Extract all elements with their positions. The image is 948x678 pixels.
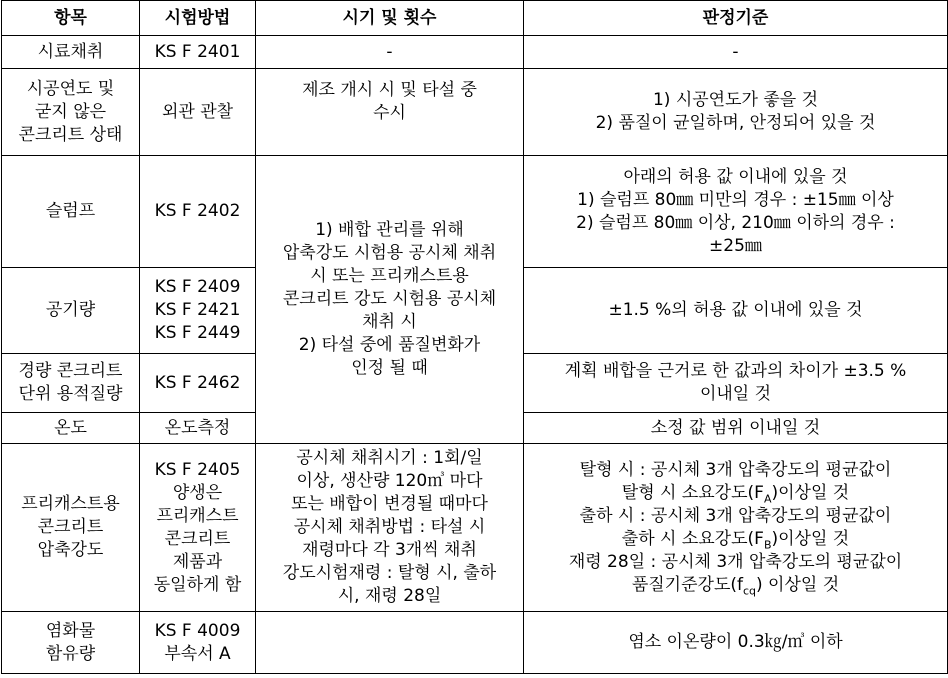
criteria-text: 품질기준강도(f (631, 574, 743, 595)
cell-method: 외관 관찰 (140, 69, 256, 156)
table-row (2, 612, 948, 674)
criteria-line: 탈형 시 : 공시체 3개 압축강도의 평균값이 (579, 459, 892, 480)
cell-criteria (524, 444, 948, 612)
cell-timing: 제조 개시 시 및 타설 중 수시 (256, 69, 524, 156)
cell-item: 염화물 함유량 (2, 612, 140, 674)
cell-item: 경량 콘크리트 단위 용적질량 (2, 354, 140, 413)
table-row (2, 156, 948, 268)
cell-item: 프리캐스트용 콘크리트 압축강도 (2, 444, 140, 612)
header-criteria: 판정기준 (524, 1, 948, 36)
cell-criteria: 1) 시공연도가 좋을 것 2) 품질이 균일하며, 안정되어 있을 것 (524, 69, 948, 156)
header-item: 항목 (2, 1, 140, 36)
cell-item: 공기량 (2, 268, 140, 354)
cell-method: KS F 2402 (140, 156, 256, 268)
cell-timing-shared-continued (256, 612, 524, 674)
table-row (2, 36, 948, 69)
criteria-text: ) 이상일 것 (756, 574, 840, 595)
quality-inspection-table (1, 0, 948, 674)
table-row (2, 69, 948, 156)
header-row (2, 1, 948, 36)
criteria-subscript: cq (742, 583, 757, 597)
cell-criteria: 계획 배합을 근거로 한 값과의 차이가 ±3.5 % 이내일 것 (524, 354, 948, 413)
cell-criteria: 아래의 허용 값 이내에 있을 것 1) 슬럼프 80㎜ 미만의 경우 : ±15㎜ 이상 2) 슬럼프 80㎜ 이상, 210㎜ 이하의 경우 : ±25㎜ (524, 156, 948, 268)
cell-criteria: 소정 값 범위 이내일 것 (524, 413, 948, 444)
criteria-line: 출하 시 : 공시체 3개 압축강도의 평균값이 (579, 505, 892, 526)
cell-method: KS F 2409 KS F 2421 KS F 2449 (140, 268, 256, 354)
criteria-line (528, 574, 943, 597)
cell-timing: - (256, 36, 524, 69)
cell-timing: 공시체 채취시기 : 1회/일 이상, 생산량 120㎥ 마다 또는 배합이 변경될 때마다 공시체 채취방법 : 타설 시 재령마다 각 3개씩 채취 강도시험재령 : 탈형 시, 출하 시, 재령 28일 (256, 444, 524, 612)
cell-method: 온도측정 (140, 413, 256, 444)
header-method: 시험방법 (140, 1, 256, 36)
cell-criteria: 염소 이온량이 0.3㎏/㎥ 이하 (524, 612, 948, 674)
cell-method: KS F 2405 양생은 프리캐스트 콘크리트 제품과 동일하게 함 (140, 444, 256, 612)
criteria-text: )이상일 것 (771, 528, 850, 549)
header-timing: 시기 및 횟수 (256, 1, 524, 36)
criteria-text: )이상일 것 (771, 482, 850, 503)
cell-criteria: ±1.5 %의 허용 값 이내에 있을 것 (524, 268, 948, 354)
cell-method: KS F 4009 부속서 A (140, 612, 256, 674)
criteria-line (528, 482, 943, 505)
criteria-subscript: B (763, 537, 772, 551)
cell-method: KS F 2401 (140, 36, 256, 69)
cell-criteria: - (524, 36, 948, 69)
table-row (2, 444, 948, 612)
cell-timing-shared: 1) 배합 관리를 위해 압축강도 시험용 공시체 채취 시 또는 프리캐스트용 콘크리트 강도 시험용 공시체 채취 시 2) 타설 중에 품질변화가 인정 될 때 (256, 156, 524, 444)
cell-method: KS F 2462 (140, 354, 256, 413)
cell-item: 시료채취 (2, 36, 140, 69)
criteria-line (528, 528, 943, 551)
cell-item: 슬럼프 (2, 156, 140, 268)
criteria-text: 탈형 시 소요강도(F (621, 482, 764, 503)
criteria-line: 재령 28일 : 공시체 3개 압축강도의 평균값이 (568, 551, 903, 572)
criteria-subscript: A (763, 491, 772, 505)
cell-item: 시공연도 및 굳지 않은 콘크리트 상태 (2, 69, 140, 156)
cell-item: 온도 (2, 413, 140, 444)
criteria-text: 출하 시 소요강도(F (621, 528, 764, 549)
